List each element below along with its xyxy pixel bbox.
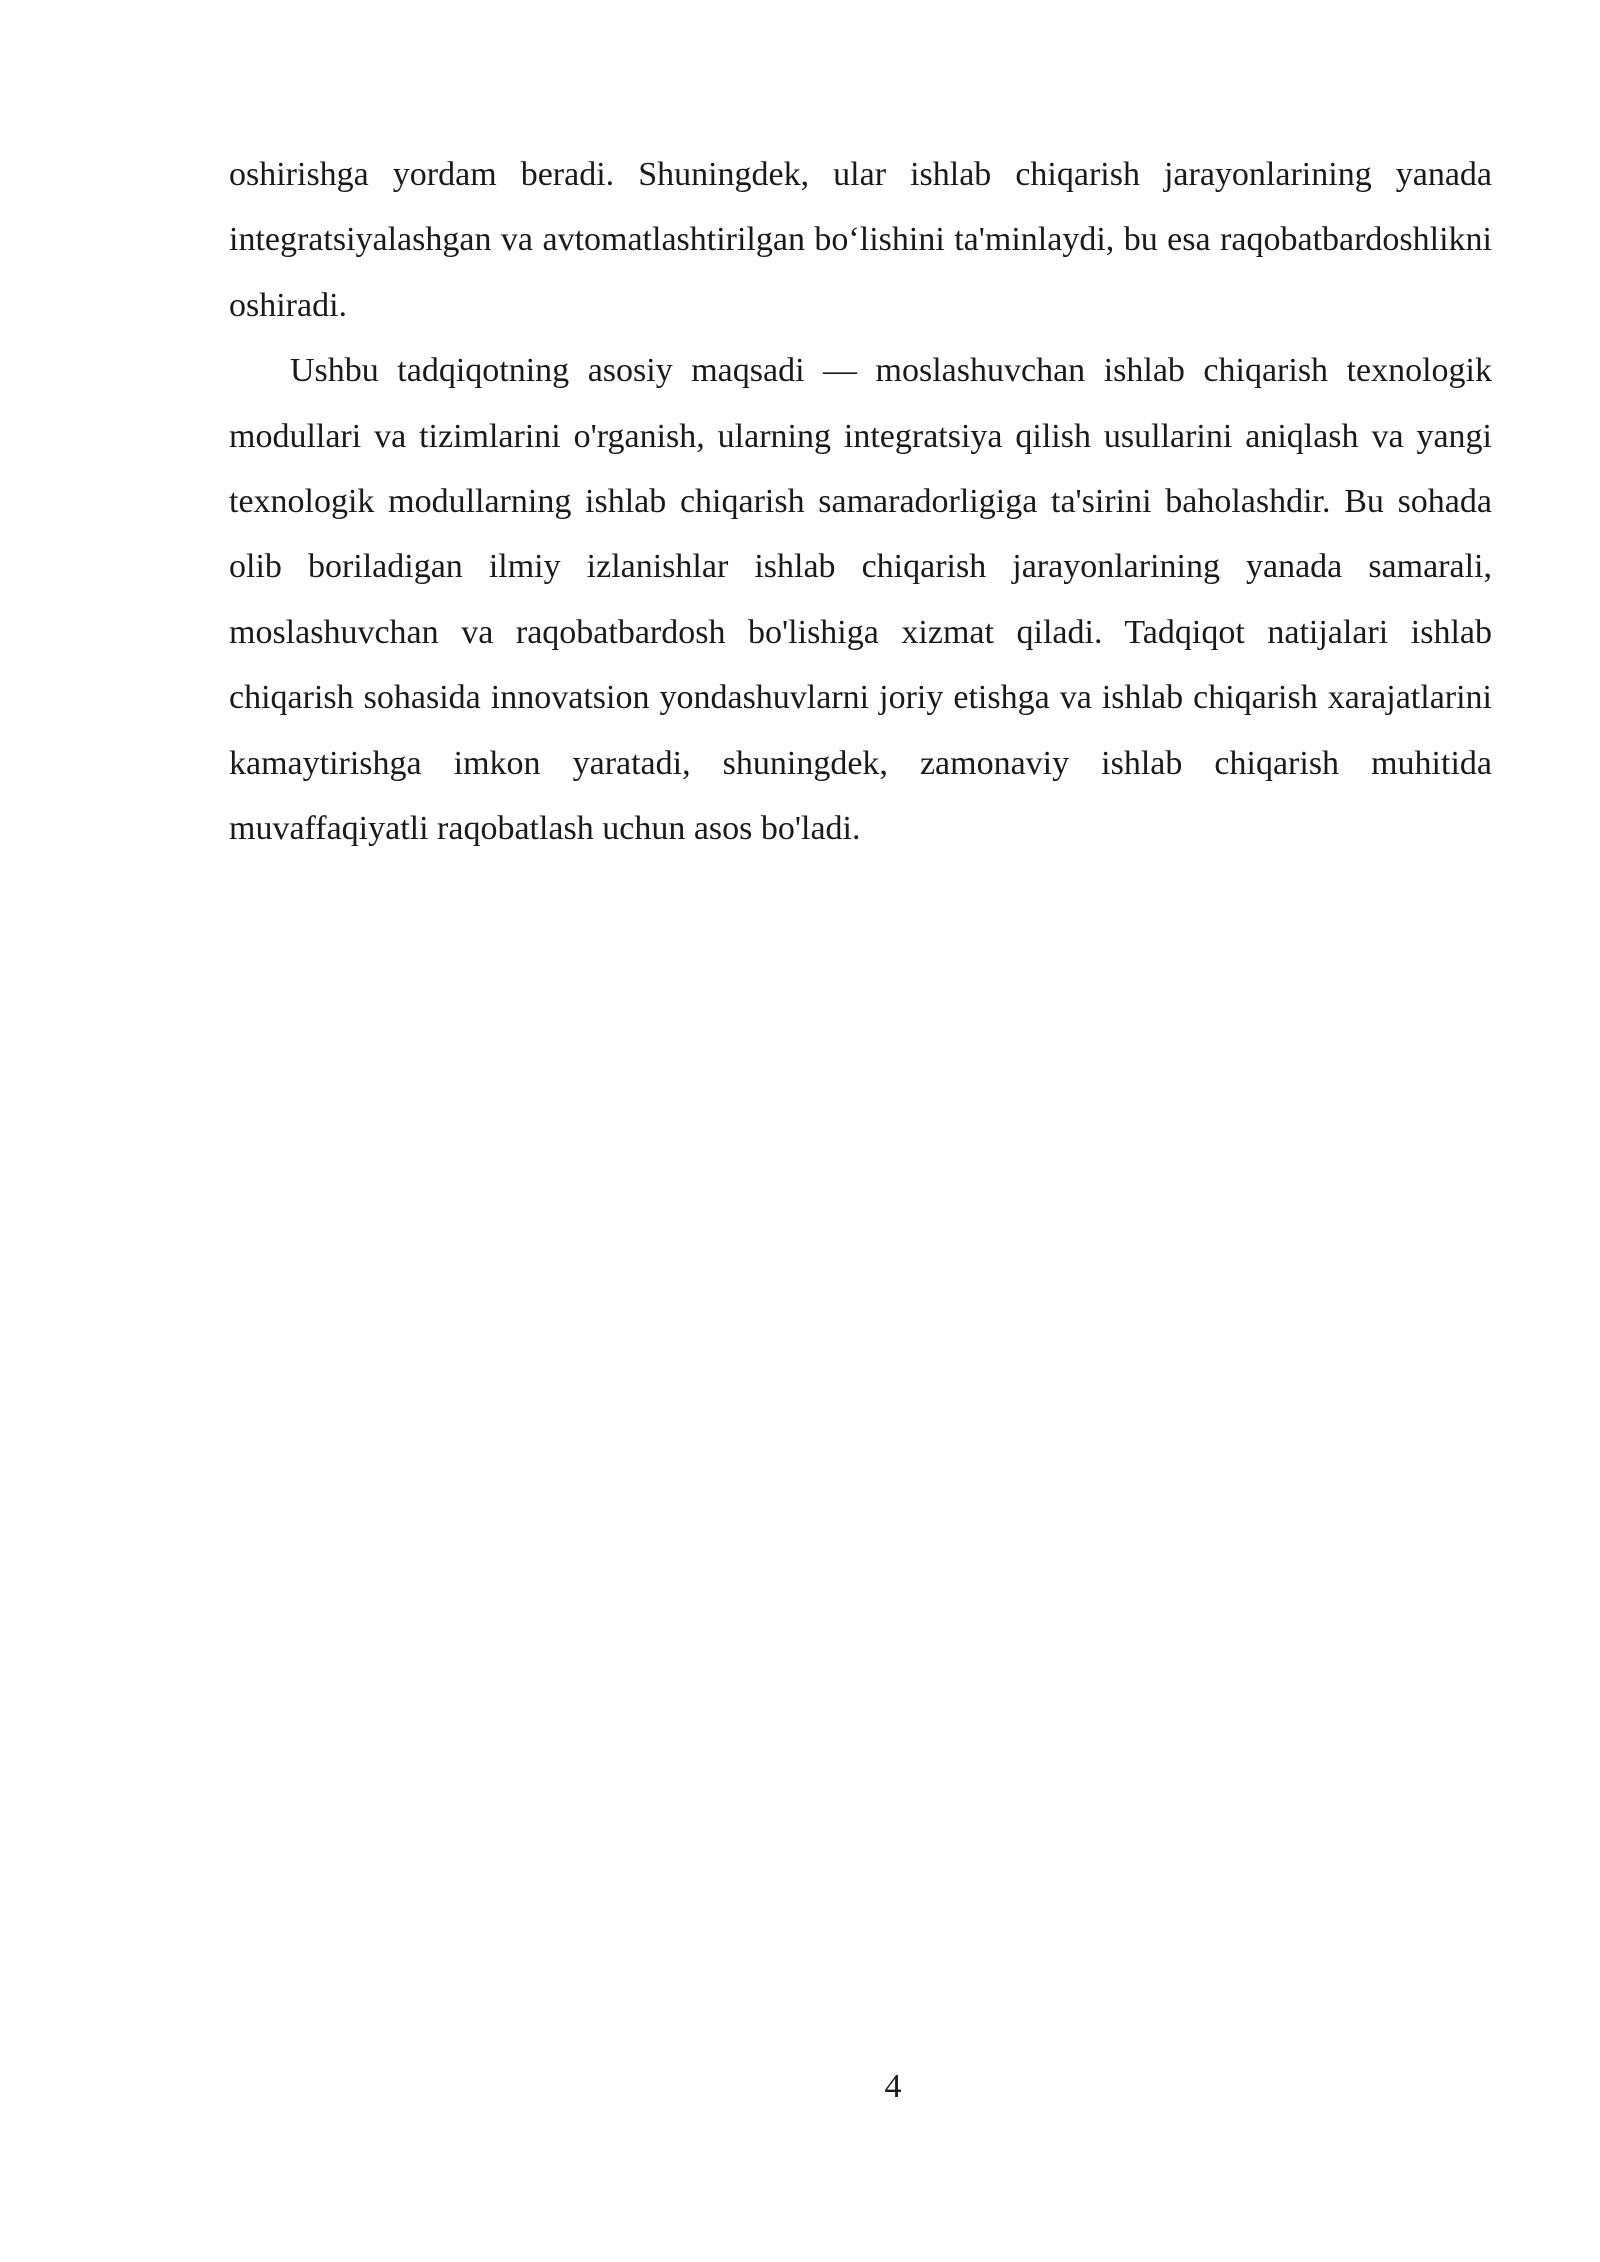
body-text <box>229 142 1492 861</box>
page-number: 4 <box>884 2068 902 2105</box>
paragraph-continuation: oshirishga yordam beradi. Shuningdek, ular ishlab chiqarish jarayonlarining yanada integratsiyalashgan va avtomatlashtirilgan bo‘lishini ta'minlaydi, bu esa raqobatbardoshlikni oshiradi. <box>229 156 1492 324</box>
paragraph-research-goal: Ushbu tadqiqotning asosiy maqsadi — moslashuvchan ishlab chiqarish texnologik modullari va tizimlarini o'rganish, ularning integratsiya qilish usullarini aniqlash va yangi texnologik modullarning ishlab chiqarish samaradorligiga ta'sirini baholashdir. Bu sohada olib boriladigan ilmiy izlanishlar ishlab chiqarish jarayonlarining yanada samarali, moslashuvchan va raqobatbardosh bo'lishiga xizmat qiladi. Tadqiqot natijalari ishlab chiqarish sohasida innovatsion yondashuvlarni joriy etishga va ishlab chiqarish xarajatlarini kamaytirishga imkon yaratadi, shuningdek, zamonaviy ishlab chiqarish muhitida muvaffaqiyatli raqobatlash uchun asos bo'ladi. <box>229 352 1492 848</box>
